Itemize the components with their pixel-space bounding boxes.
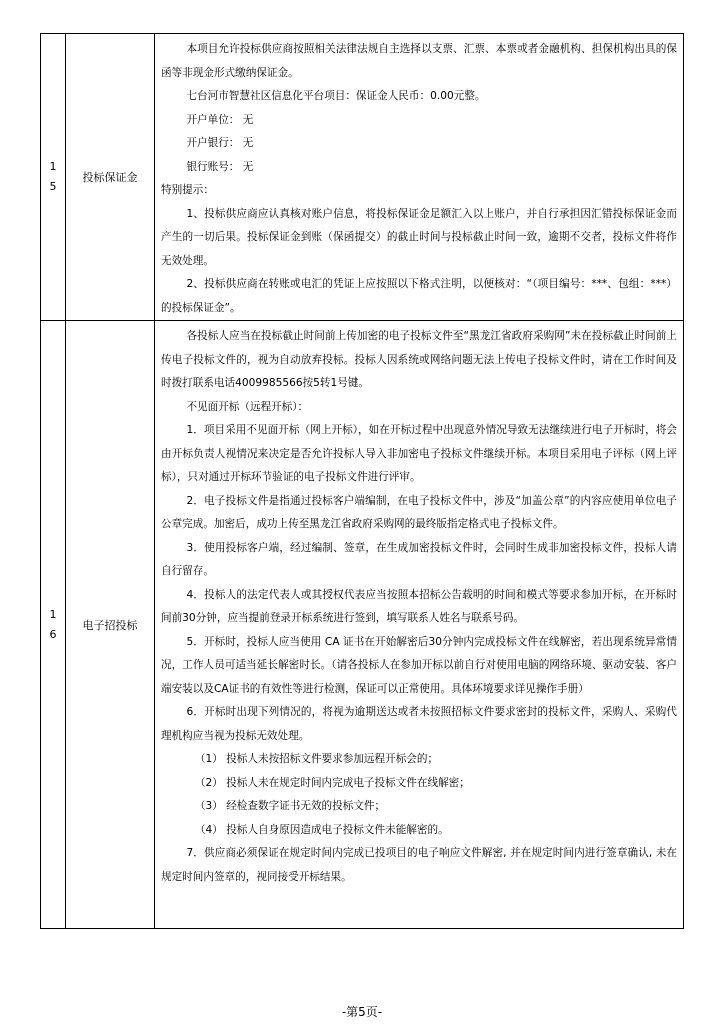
row-number: 1 5 xyxy=(41,34,66,321)
list-item: （1） 投标人未按招标文件要求参加远程开标会的； xyxy=(194,753,439,765)
paragraph: 4．投标人的法定代表人或其授权代表应当按照本招标公告载明的时间和模式等要求参加开标，在开标时间前30分钟，应当提前登录开标系统进行签到，填写联系人姓名与联系号码。 xyxy=(161,588,677,624)
paragraph: 3．使用投标客户端，经过编制、签章，在生成加密投标文件时，会同时生成非加密投标文件，投标人请自行留存。 xyxy=(161,541,677,577)
paragraph: 银行账号： 无 xyxy=(186,160,254,173)
row-title: 电子招投标 xyxy=(66,321,155,929)
paragraph: 本项目允许投标供应商按照相关法律法规自主选择以支票、汇票、本票或者金融机构、担保机构出具的保函等非现金形式缴纳保证金。 xyxy=(161,43,677,79)
list-item: （2） 投标人未在规定时间内完成电子投标文件在线解密； xyxy=(194,776,470,789)
list-item: （4） 投标人自身原因造成电子投标文件未能解密的。 xyxy=(194,823,449,836)
paragraph: 开户银行： 无 xyxy=(186,137,254,149)
paragraph: 开户单位： 无 xyxy=(186,113,254,126)
paragraph: 1、投标供应商应认真核对账户信息，将投标保证金足额汇入以上账户，并自行承担因汇错投标保证金而产生的一切后果。投标保证金到账（保函提交）的截止时间与投标截止时间一致，逾期不交者，投标文件将作无效处理。 xyxy=(161,207,677,267)
paragraph: 2．电子投标文件是指通过投标客户端编制，在电子投标文件中，涉及“加盖公章”的内容应使用单位电子公章完成。加密后，成功上传至黑龙江省政府采购网的最终版指定格式电子投标文件。 xyxy=(161,494,677,530)
paragraph: 特别提示： xyxy=(161,184,214,196)
paragraph: 七台河市智慧社区信息化平台项目：保证金人民币：0.00元整。 xyxy=(186,90,486,102)
paragraph: 1．项目采用不见面开标（网上开标），如在开标过程中出现意外情况导致无法继续进行电子开标时，将会由开标负责人视情况来决定是否允许投标人导入非加密电子投标文件继续开标。本项目采用电子评标（网上评标），只对通过开标环节验证的电子投标文件进行评审。 xyxy=(161,424,677,483)
row-title: 投标保证金 xyxy=(66,34,155,321)
terms-table xyxy=(40,33,684,929)
paragraph: 不见面开标（远程开标）： xyxy=(186,400,309,413)
table-row xyxy=(41,321,684,929)
paragraph: 2、投标供应商在转账或电汇的凭证上应按照以下格式注明，以便核对：“（项目编号：***、包组：***）的投标保证金”。 xyxy=(161,278,677,314)
list-item: （3） 经检查数字证书无效的投标文件； xyxy=(194,800,386,812)
paragraph: 5．开标时，投标人应当使用 CA 证书在开始解密后30分钟内完成投标文件在线解密，若出现系统异常情况，工作人员可适当延长解密时长。（请各投标人在参加开标以前自行对使用电脑的网络环境、驱动安装、客户端安装以及CA证书的有效性等进行检测，保证可以正常使用。具体环境要求详见操作手册） xyxy=(161,635,677,695)
row-number: 1 6 xyxy=(41,321,66,929)
table-row xyxy=(41,34,684,321)
paragraph: 6．开标时出现下列情况的，将视为逾期送达或者未按照招标文件要求密封的投标文件，采购人、采购代理机构应当视为投标无效处理。 xyxy=(161,706,677,742)
row-content xyxy=(155,321,684,929)
row-content xyxy=(155,34,684,321)
page-number: -第5页- xyxy=(341,1005,383,1019)
paragraph: 各投标人应当在投标截止时间前上传加密的电子投标文件至“黑龙江省政府采购网”未在投标截止时间前上传电子投标文件的，视为自动放弃投标。投标人因系统或网络问题无法上传电子投标文件时，请在工作时间及时拨打联系电话4009985566按5转1号键。 xyxy=(161,330,677,389)
paragraph: 7．供应商必须保证在规定时间内完成已投项目的电子响应文件解密, 并在规定时间内进行签章确认, 未在规定时间内签章的，视同接受开标结果。 xyxy=(161,847,677,883)
